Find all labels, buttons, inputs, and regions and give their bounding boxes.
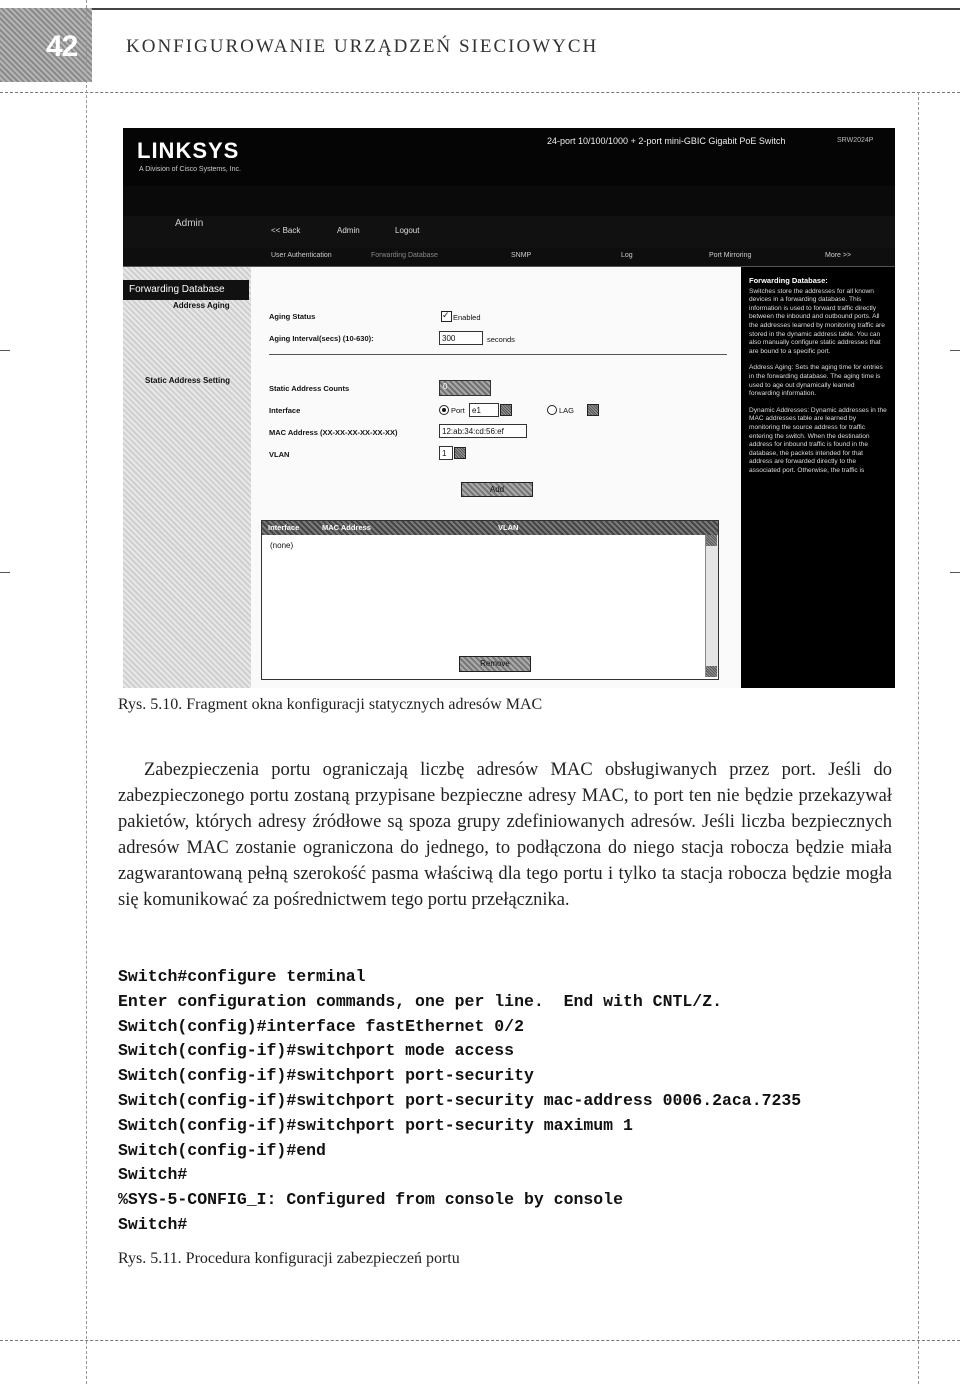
column-vlan: VLAN [498,523,519,532]
vlan-label: VLAN [269,450,290,459]
margin-tick [0,350,10,351]
code-line: Switch(config-if)#end [118,1140,326,1160]
static-counts-field [439,380,491,396]
page-number-box [0,8,92,82]
right-margin-line [918,92,919,1384]
help-paragraph-aging: Address Aging: Sets the aging time for entries in the forwarding database. The aging time is used to age out dynamically learned forwarding information. [749,364,883,398]
back-link[interactable]: << Back [271,226,301,235]
code-line: Switch(config-if)#switchport port-security maximum 1 [118,1115,633,1135]
header-divider [0,92,960,93]
margin-tick [950,572,960,573]
column-mac-address: MAC Address [322,523,371,532]
static-counts-label: Static Address Counts [269,384,350,393]
scroll-down-icon[interactable] [706,666,717,677]
lag-radio[interactable] [547,405,557,415]
table-empty-row: (none) [270,541,294,550]
left-menu [123,267,251,688]
figure-caption-5-10: Rys. 5.10. Fragment okna konfiguracji statycznych adresów MAC [118,696,543,713]
running-header: KONFIGUROWANIE URZĄDZEŃ SIECIOWYCH [126,36,599,57]
tab-row [123,248,895,267]
help-paragraph-forwarding: Switches store the addresses for all known devices in a forwarding database. This information is used to forward traffic directly between the inbound and outbound ports. All the addresses learned by monitoring traffic are stored in the dynamic address table. You can also manually configure static addresses that are bound to a specific port. [749,287,885,355]
menu-item-static-address-setting[interactable]: Static Address Setting [145,376,231,385]
column-interface: Interface [268,523,300,532]
body-paragraph-text: Zabezpieczenia portu ograniczają liczbę adresów MAC obsługiwanych przez port. Jeśli do zabezpieczonego portu zostaną przypisane bezpieczne adresy MAC, to port ten nie będzie przekazywał pakietów, których adresy źródłowe są spoza grupy zdefiniowanych adresów. Jeśli liczba bezpiecznych adresów MAC zostanie ograniczona do jednego, to podłączona do niego stacja robocza będzie miała zagwarantowaną pełną szerokość pasma właściwą dla tego portu i tylko ta stacja robocza będzie mogła się komunikować za pośrednictwem tego portu przełącznika. [118,760,892,910]
brand-subtitle: A Division of Cisco Systems, Inc. [139,166,241,173]
code-line: %SYS-5-CONFIG_I: Configured from console by console [118,1190,623,1210]
nav-row [123,216,895,248]
help-title: Forwarding Database: [749,276,828,285]
tab-more[interactable]: More >> [825,252,852,259]
scroll-up-icon[interactable] [706,535,717,546]
code-line: Switch(config-if)#switchport port-security mac-address 0006.2aca.7235 [118,1090,802,1110]
product-model: SRW2024P [837,137,874,144]
aging-status-label: Aging Status [269,312,316,321]
tab-snmp[interactable]: SNMP [511,252,532,259]
aging-interval-unit: seconds [487,335,515,344]
body-paragraph [118,757,892,913]
remove-button[interactable]: Remove [459,656,531,672]
left-menu-heading: Forwarding Database [123,280,249,300]
aging-enabled-label: Enabled [453,313,481,322]
tab-log[interactable]: Log [621,252,633,259]
aging-interval-input[interactable]: 300 [439,331,483,345]
add-button[interactable]: Add [461,482,533,497]
vlan-dropdown-arrow-icon[interactable] [454,447,466,459]
code-line: Switch#configure terminal [118,967,366,986]
mac-address-input[interactable]: 12:ab:34:cd:56:ef [439,424,527,438]
linksys-screenshot [123,128,895,688]
port-radio[interactable] [439,405,449,415]
tab-port-mirroring[interactable]: Port Mirroring [709,252,752,259]
top-rule [92,8,960,10]
code-line: Switch# [118,1165,188,1185]
product-row [123,186,895,216]
mac-address-label: MAC Address (XX-XX-XX-XX-XX-XX) [269,428,398,437]
admin-link[interactable]: Admin [337,226,360,235]
table-scrollbar[interactable] [705,535,718,677]
code-line: Switch(config-if)#switchport mode access [118,1041,515,1061]
code-line: Enter configuration commands, one per line. End with CNTL/Z. [118,991,722,1011]
table-header-row [262,521,718,535]
linksys-logo: LINKSYS [137,138,240,163]
help-paragraph-dynamic: Dynamic Addresses: Dynamic addresses in the MAC addresses table are learned by monitoring the source address for traffic entering the switch. When the destination address for inbound traffic is found in the database, the packets intended for that address are forwarded directly to the associated port. Otherwise, the traffic is [749,406,887,474]
port-radio-label: Port [451,406,465,415]
page-number: 42 [46,30,78,63]
interface-label: Interface [269,406,301,415]
logout-link[interactable]: Logout [395,226,420,235]
aging-enabled-checkbox[interactable]: ✓ [441,311,452,322]
footer-divider [0,1340,960,1341]
code-listing [118,965,801,1238]
port-select[interactable]: e1 [469,403,499,417]
help-panel [741,267,895,688]
port-dropdown-arrow-icon[interactable] [500,404,512,416]
admin-section-label: Admin [175,218,204,229]
vlan-select[interactable]: 1 [439,446,453,460]
margin-tick [0,572,10,573]
code-line: Switch(config-if)#switchport port-security [118,1066,534,1086]
figure-caption-5-11: Rys. 5.11. Procedura konfiguracji zabezpieczeń portu [118,1250,460,1267]
tab-user-authentication[interactable]: User Authentication [271,252,332,259]
static-counts-value: 0 [443,382,448,391]
left-margin-line [86,0,87,1384]
menu-item-address-aging[interactable]: Address Aging [173,301,230,310]
product-name: 24-port 10/100/1000 + 2-port mini-GBIC Gigabit PoE Switch [547,136,786,146]
tab-forwarding-database[interactable]: Forwarding Database [371,252,438,259]
lag-dropdown-arrow-icon[interactable] [587,404,599,416]
form-divider [269,354,727,355]
code-line: Switch(config)#interface fastEthernet 0/2 [118,1016,524,1036]
aging-interval-label: Aging Interval(secs) (10-630): [269,334,374,343]
margin-tick [950,350,960,351]
code-line: Switch# [118,1214,188,1234]
lag-radio-label: LAG [559,406,575,415]
